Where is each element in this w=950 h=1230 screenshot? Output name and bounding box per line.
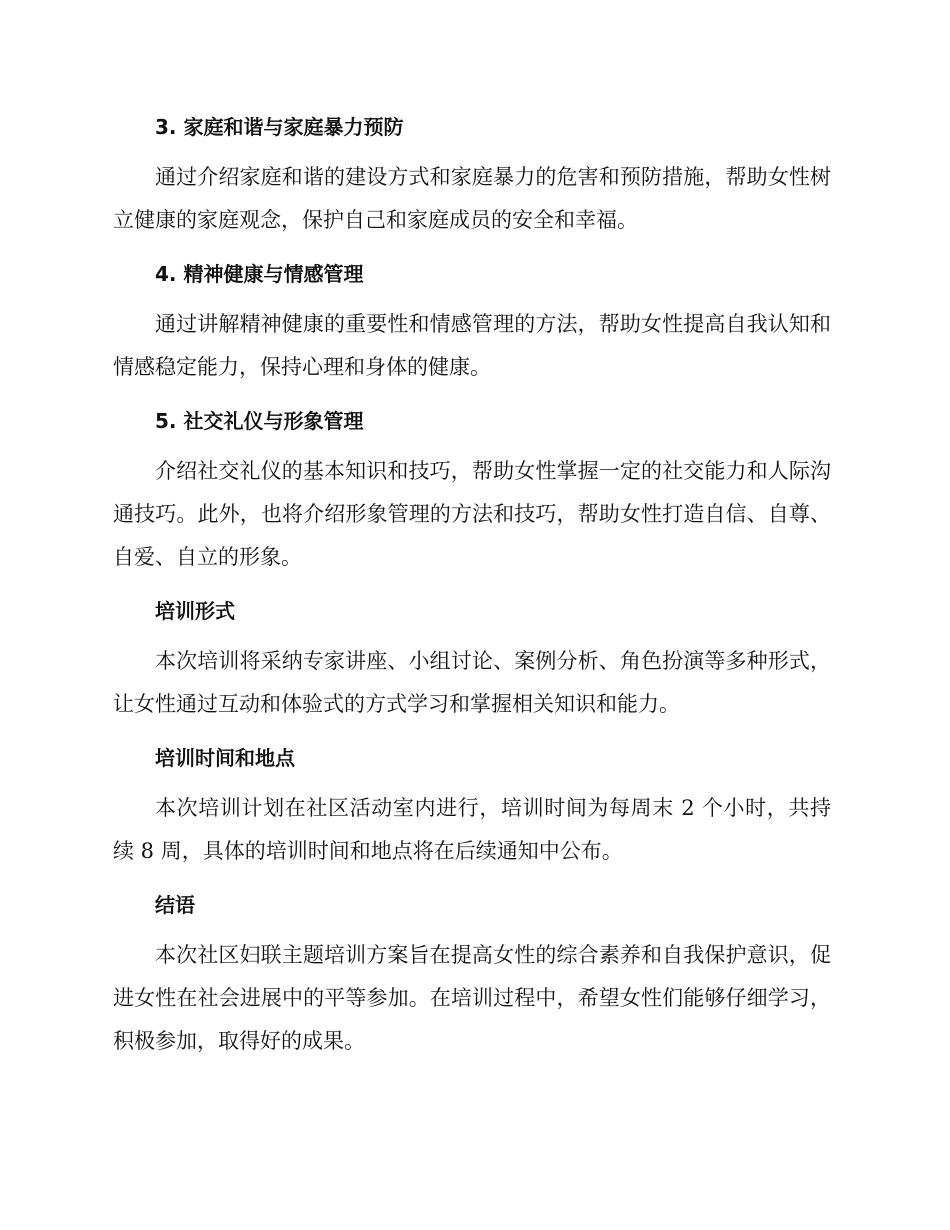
section-family-harmony [113,108,831,242]
section-paragraph: 本次社区妇联主题培训方案旨在提高女性的综合素养和自我保护意识，促进女性在社会进展中的平等参加。在培训过程中，希望女性们能够仔细学习，积极参加，取得好的成果。 [113,943,831,1053]
section-heading: 4. 精神健康与情感管理 [155,262,364,286]
section-mental-health [113,255,831,389]
section-heading: 结语 [155,893,195,917]
section-paragraph: 本次培训计划在社区活动室内进行，培训时间为每周末 2 个小时，共持续 8 周，具体的培训时间和地点将在后续通知中公布。 [113,796,831,863]
section-heading: 3. 家庭和谐与家庭暴力预防 [155,115,404,139]
section-training-format [113,592,831,726]
section-paragraph: 介绍社交礼仪的基本知识和技巧，帮助女性掌握一定的社交能力和人际沟通技巧。此外，也将介绍形象管理的方法和技巧，帮助女性打造自信、自尊、自爱、自立的形象。 [113,459,831,569]
section-conclusion [113,886,831,1063]
section-social-etiquette [113,402,831,579]
section-heading: 培训时间和地点 [155,746,295,770]
section-paragraph: 通过讲解精神健康的重要性和情感管理的方法，帮助女性提高自我认知和情感稳定能力，保持心理和身体的健康。 [113,312,831,379]
section-time-location [113,739,831,873]
section-heading: 5. 社交礼仪与形象管理 [155,409,364,433]
section-paragraph: 通过介绍家庭和谐的建设方式和家庭暴力的危害和预防措施，帮助女性树立健康的家庭观念，保护自己和家庭成员的安全和幸福。 [113,165,831,232]
section-paragraph: 本次培训将采纳专家讲座、小组讨论、案例分析、角色扮演等多种形式，让女性通过互动和体验式的方式学习和掌握相关知识和能力。 [113,649,831,716]
document-body [113,108,831,1076]
section-heading: 培训形式 [155,599,235,623]
